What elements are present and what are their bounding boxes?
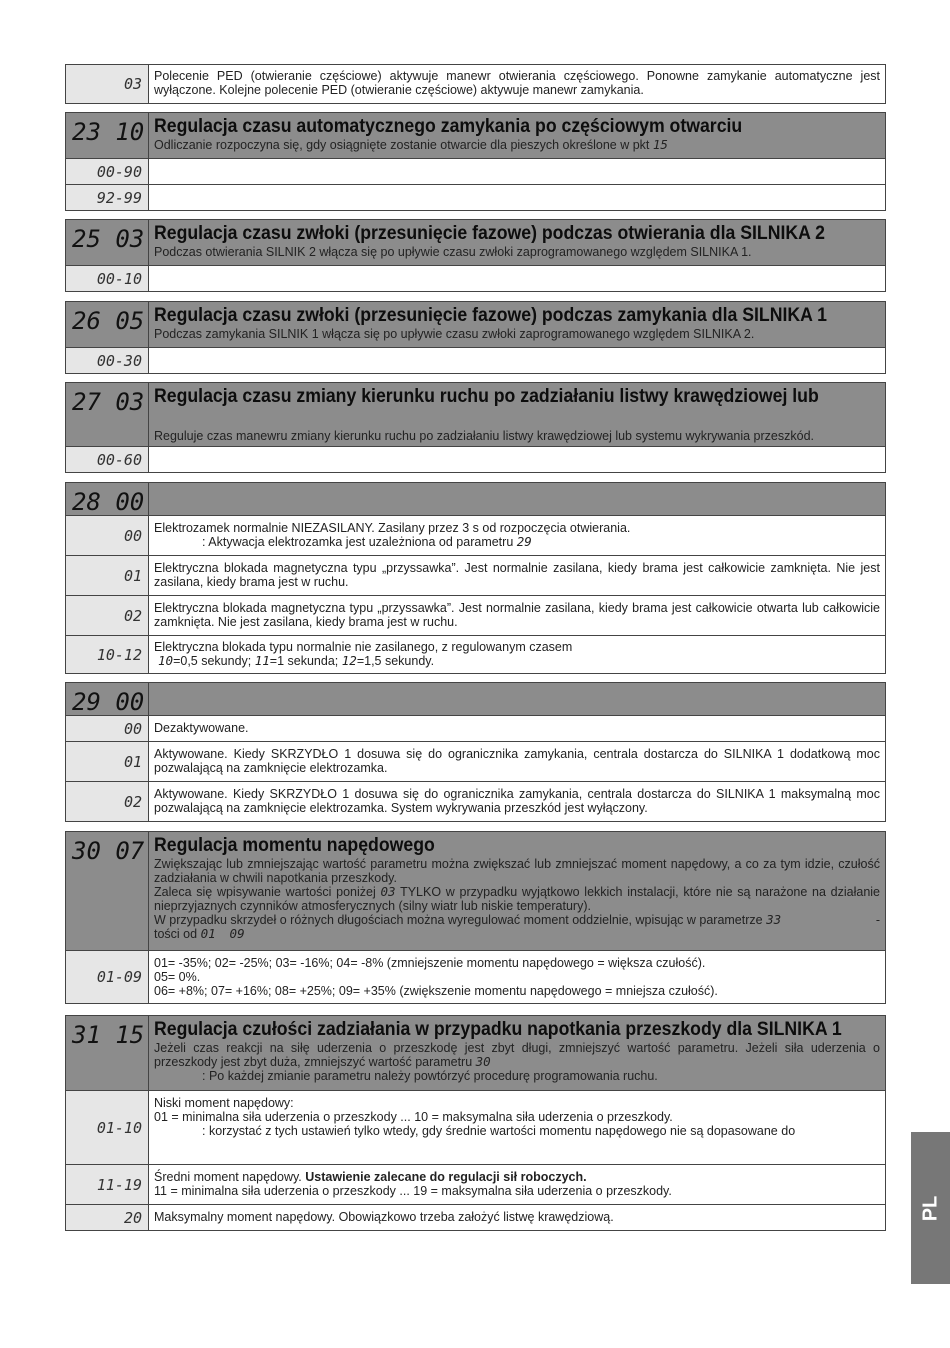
param-subtitle: Podczas zamykania SILNIK 1 włącza się po upływie czasu zwłoki zaprogramowanego względem SILNIKA 2. <box>154 327 755 341</box>
table-row <box>66 1204 885 1230</box>
param-subtitle: Reguluje czas manewru zmiany kierunku ruchu po zadziałaniu listwy krawędziowej lub systemu wykrywania przeszkód. <box>154 429 815 443</box>
param-title: Regulacja czasu zmiany kierunku ruchu po zadziałaniu listwy krawędziowej lub <box>154 386 819 407</box>
param-header <box>66 832 885 950</box>
table-row <box>66 158 885 184</box>
table-row <box>66 446 885 472</box>
param-header <box>66 113 885 158</box>
param-value-code: 10-12 <box>66 636 149 673</box>
param-header <box>66 1016 885 1090</box>
table-param-30 <box>65 831 886 1004</box>
param-description: Aktywowane. Kiedy SKRZYDŁO 1 dosuwa się do ogranicznika zamykania, centrala dostarcza do SILNIKA 1 dodatkową moc pozwalającą na zamknięcie elektrozamka. <box>154 747 880 775</box>
param-description: Średni moment napędowy. Ustawienie zalecane do regulacji sił roboczych. 11 = minimalna siła uderzenia o przeszkody ... 19 = maksymalna siła uderzenia o przeszkody. <box>154 1170 672 1198</box>
param-header <box>66 483 885 515</box>
table-row <box>66 347 885 373</box>
param-value-code: 01 <box>66 742 149 781</box>
param-code: 29 00 <box>66 683 149 715</box>
param-text: W przypadku skrzydeł o różnych długościach można wyregulować moment oddzielnie, wpisując w parametrze 33 - <box>154 912 880 927</box>
param-code: 23 10 <box>66 113 149 158</box>
param-code: 27 03 <box>66 383 149 446</box>
param-title: Regulacja czasu zwłoki (przesunięcie fazowe) podczas zamykania dla SILNIKA 1 <box>154 305 827 326</box>
param-code: 30 07 <box>66 832 149 950</box>
table-param-27 <box>65 382 886 473</box>
param-value-code: 11-19 <box>66 1165 149 1204</box>
table-row <box>66 595 885 635</box>
param-description: Elektryczna blokada typu normalnie nie zasilanego, z regulowanym czasem 10=0,5 sekundy; 11=1 sekunda; 12=1,5 sekundy. <box>154 640 573 668</box>
param-description: Polecenie PED (otwieranie częściowe) aktywuje manewr otwierania częściowego. Ponowne zamykanie automatyczne jest wyłączone. Kolejne polecenie PED (otwieranie częściowe) aktywuje manewr zamykania. <box>154 69 880 97</box>
param-value-code: 20 <box>66 1205 149 1230</box>
param-text: Jeżeli czas reakcji na siłę uderzenia o przeszkodę jest zbyt długi, zmniejszyć wartość parametru. Jeżeli siła uderzenia o przeszkody jest zbyt duża, zmniejszyć wartość parametru 30 <box>154 1041 880 1069</box>
param-description <box>149 447 885 472</box>
param-subtitle: Podczas otwierania SILNIK 2 włącza się po upływie czasu zwłoki zaprogramowanego względem SILNIKA 1. <box>154 245 752 259</box>
table-row <box>66 555 885 595</box>
param-description: Aktywowane. Kiedy SKRZYDŁO 1 dosuwa się do ogranicznika zamykania, centrala dostarcza do SILNIKA 1 maksymalną moc pozwalającą na zamknięcie elektrozamka. System wykrywania przeszkód jest wyłączony. <box>154 787 880 815</box>
param-description: 01= -35%; 02= -25%; 03= -16%; 04= -8% (zmniejszenie momentu napędowego = większa czułość). 05= 0%. 06= +8%; 07= +16%; 08= +25%; 09= +35% (zwiększenie momentu napędowego = mniejsza czułość). <box>154 956 718 998</box>
table-ped <box>65 64 886 104</box>
table-param-28 <box>65 482 886 674</box>
table-param-26 <box>65 301 886 374</box>
table-row <box>66 781 885 821</box>
param-value-code: 02 <box>66 596 149 635</box>
param-code: 26 05 <box>66 302 149 347</box>
param-text: Zaleca się wpisywanie wartości poniżej 03 TYLKO w przypadku wyjątkowo lekkich instalacji, które nie są narażone na działanie nieprzyjaznych czynników atmosferycznych (silny wiatr lub niskie temperatury). <box>154 884 880 913</box>
param-description: Elektryczna blokada magnetyczna typu „przyssawka”. Jest normalnie zasilana, kiedy brama jest całkowicie zamknięta. Nie jest zasilana, kiedy brama jest w ruchu. <box>154 561 880 589</box>
param-header <box>66 220 885 265</box>
table-row <box>66 715 885 741</box>
param-code: 31 15 <box>66 1016 149 1090</box>
param-code: 25 03 <box>66 220 149 265</box>
param-title: Regulacja momentu napędowego <box>154 835 435 856</box>
param-text: tości od 01 09 <box>154 926 245 941</box>
table-row <box>66 184 885 210</box>
language-label: PL <box>919 1195 941 1221</box>
table-row <box>66 1090 885 1164</box>
param-value-code: 00 <box>66 516 149 555</box>
param-description: Elektrozamek normalnie NIEZASILANY. Zasilany przez 3 s od rozpoczęcia otwierania. : Aktywacja elektrozamka jest uzależniona od parametru 29 <box>154 521 631 549</box>
table-row <box>66 515 885 555</box>
param-value-code: 00-90 <box>66 159 149 184</box>
param-description <box>149 159 885 184</box>
param-value-code: 00-30 <box>66 348 149 373</box>
param-description <box>149 185 885 210</box>
table-row <box>66 741 885 781</box>
param-text: : Po każdej zmianie parametru należy powtórzyć procedurę programowania ruchu. <box>202 1069 658 1083</box>
param-title: Regulacja czasu automatycznego zamykania po częściowym otwarciu <box>154 116 743 137</box>
table-row <box>66 265 885 291</box>
param-value-code: 00 <box>66 716 149 741</box>
language-tab <box>911 1132 950 1284</box>
table-param-23 <box>65 112 886 211</box>
param-description: Maksymalny moment napędowy. Obowiązkowo trzeba założyć listwę krawędziową. <box>154 1210 614 1224</box>
param-value-code: 00-60 <box>66 447 149 472</box>
param-code: 28 00 <box>66 483 149 515</box>
param-title: Regulacja czułości zadziałania w przypadku napotkania przeszkody dla SILNIKA 1 <box>154 1019 842 1040</box>
table-param-25 <box>65 219 886 292</box>
param-description: Elektryczna blokada magnetyczna typu „przyssawka”. Jest normalnie zasilana, kiedy brama jest całkowicie otwarta lub całkowicie zamknięta. Nie jest zasilana, kiedy brama jest w ruchu. <box>154 601 880 629</box>
param-header <box>66 302 885 347</box>
table-row <box>66 65 885 103</box>
param-subtitle: Odliczanie rozpoczyna się, gdy osiągnięte zostanie otwarcie dla pieszych określone w pkt 15 <box>154 137 668 152</box>
param-description <box>149 348 885 373</box>
param-description: Dezaktywowane. <box>154 721 249 735</box>
param-description: Niski moment napędowy: 01 = minimalna siła uderzenia o przeszkody ... 10 = maksymalna siła uderzenia o przeszkody. : korzystać z tych ustawień tylko wtedy, gdy średnie wartości momentu napędowego nie są dopasowane do <box>154 1096 796 1138</box>
param-header <box>66 383 885 446</box>
param-value-code: 02 <box>66 782 149 821</box>
param-header <box>66 683 885 715</box>
table-param-29 <box>65 682 886 822</box>
param-description <box>149 266 885 291</box>
param-value-code: 00-10 <box>66 266 149 291</box>
param-value-code: 92-99 <box>66 185 149 210</box>
table-param-31 <box>65 1015 886 1231</box>
table-row <box>66 950 885 1003</box>
param-value-code: 03 <box>66 65 149 103</box>
table-row <box>66 635 885 673</box>
param-value-code: 01-10 <box>66 1091 149 1164</box>
param-value-code: 01 <box>66 556 149 595</box>
param-text: Zwiększając lub zmniejszając wartość parametru można zwiększać lub zmniejszać moment napędowy, a co za tym idzie, czułość zadziałania w chwili napotkania przeszkody. <box>154 857 880 885</box>
table-row <box>66 1164 885 1204</box>
param-title: Regulacja czasu zwłoki (przesunięcie fazowe) podczas otwierania dla SILNIKA 2 <box>154 223 825 244</box>
param-value-code: 01-09 <box>66 951 149 1003</box>
